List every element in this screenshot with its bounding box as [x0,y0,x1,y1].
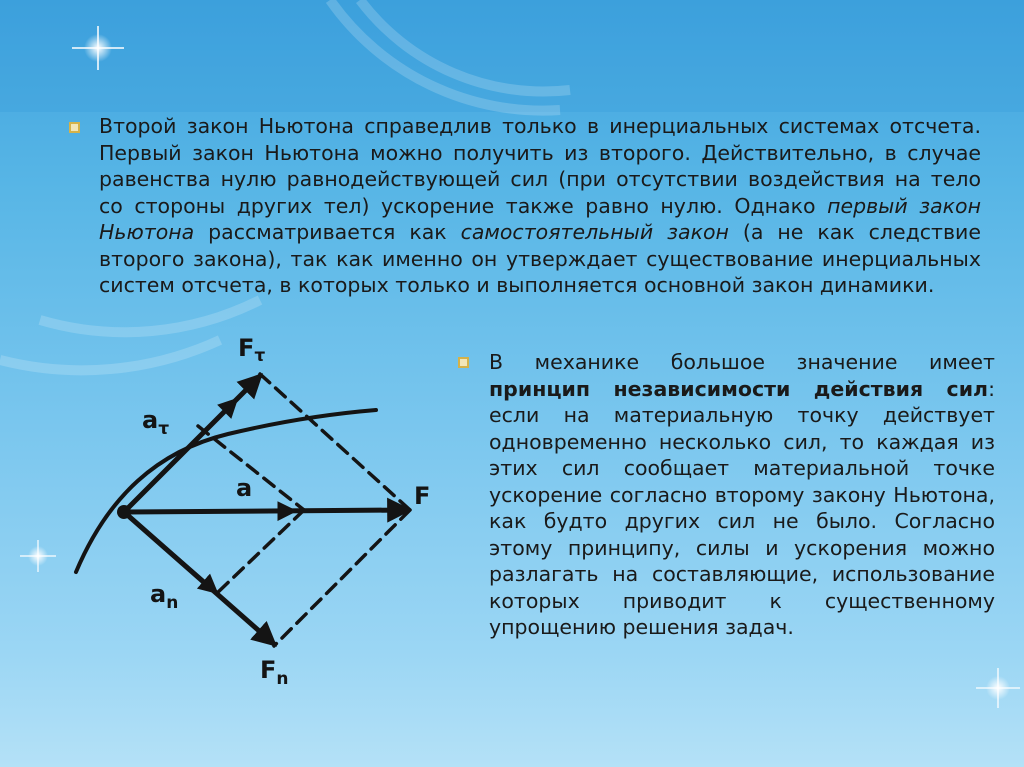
paragraph1-italic-1: первый закон Ньютона [99,193,981,244]
label-f-tau: $F_\tau$ [238,334,266,366]
paragraph1-text-3: (а не как следствие второго закона), так как именно он утверждает существование инерциальных систем отсчета, в которых только и выполняется основной закон динамики. [99,220,981,297]
bullet-icon [69,122,80,133]
label-f: F [414,482,431,510]
label-a-tau: $a_\tau$ [142,406,170,439]
bullet-icon [458,357,469,368]
label-a-n: $a_n$ [150,580,179,613]
force-decomposition-diagram [68,326,448,706]
paragraph-independence-principle [489,349,995,641]
sparkle-bottom-right [976,668,1020,708]
vector-a [124,511,294,512]
paragraph1-text-2: рассматривается как [194,220,461,244]
sparkle-left [20,540,56,572]
paragraph2-bold: принцип независимости действия сил [489,376,989,401]
paragraph2-text-1: В механике большое значение имеет [489,350,995,374]
vector-a-tau [124,400,236,512]
paragraph-newton-second-law [99,113,981,299]
label-f-n: $F_n$ [260,656,289,689]
paragraph1-text-1: Второй закон Ньютона справедлив только в инерциальных системах отсчета. Первый закон Ньютона можно получить из второго. Действительно, в случае равенства нулю равнодействующей сил (при отсутствии воздействия на тело со стороны других тел) ускорение также равно нулю. Однако [99,114,981,218]
paragraph1-italic-2: самостоятельный закон [460,220,729,244]
vector-a-n [124,512,216,592]
material-point [117,505,131,519]
sparkle-top-left [72,26,124,70]
paragraph2-text-2: : если на материальную точку действует одновременно несколько сил, то каждая из этих сил сообщает материальной точке ускорение согласно второму закону Ньютона, как будто других сил не было. Согласно этому принципу, силы и ускорения можно разлагать на составляющие, использование которых приводит к существенному упрощению решения задач. [489,376,995,639]
label-a: a [236,474,253,502]
trajectory-curve [76,410,376,572]
